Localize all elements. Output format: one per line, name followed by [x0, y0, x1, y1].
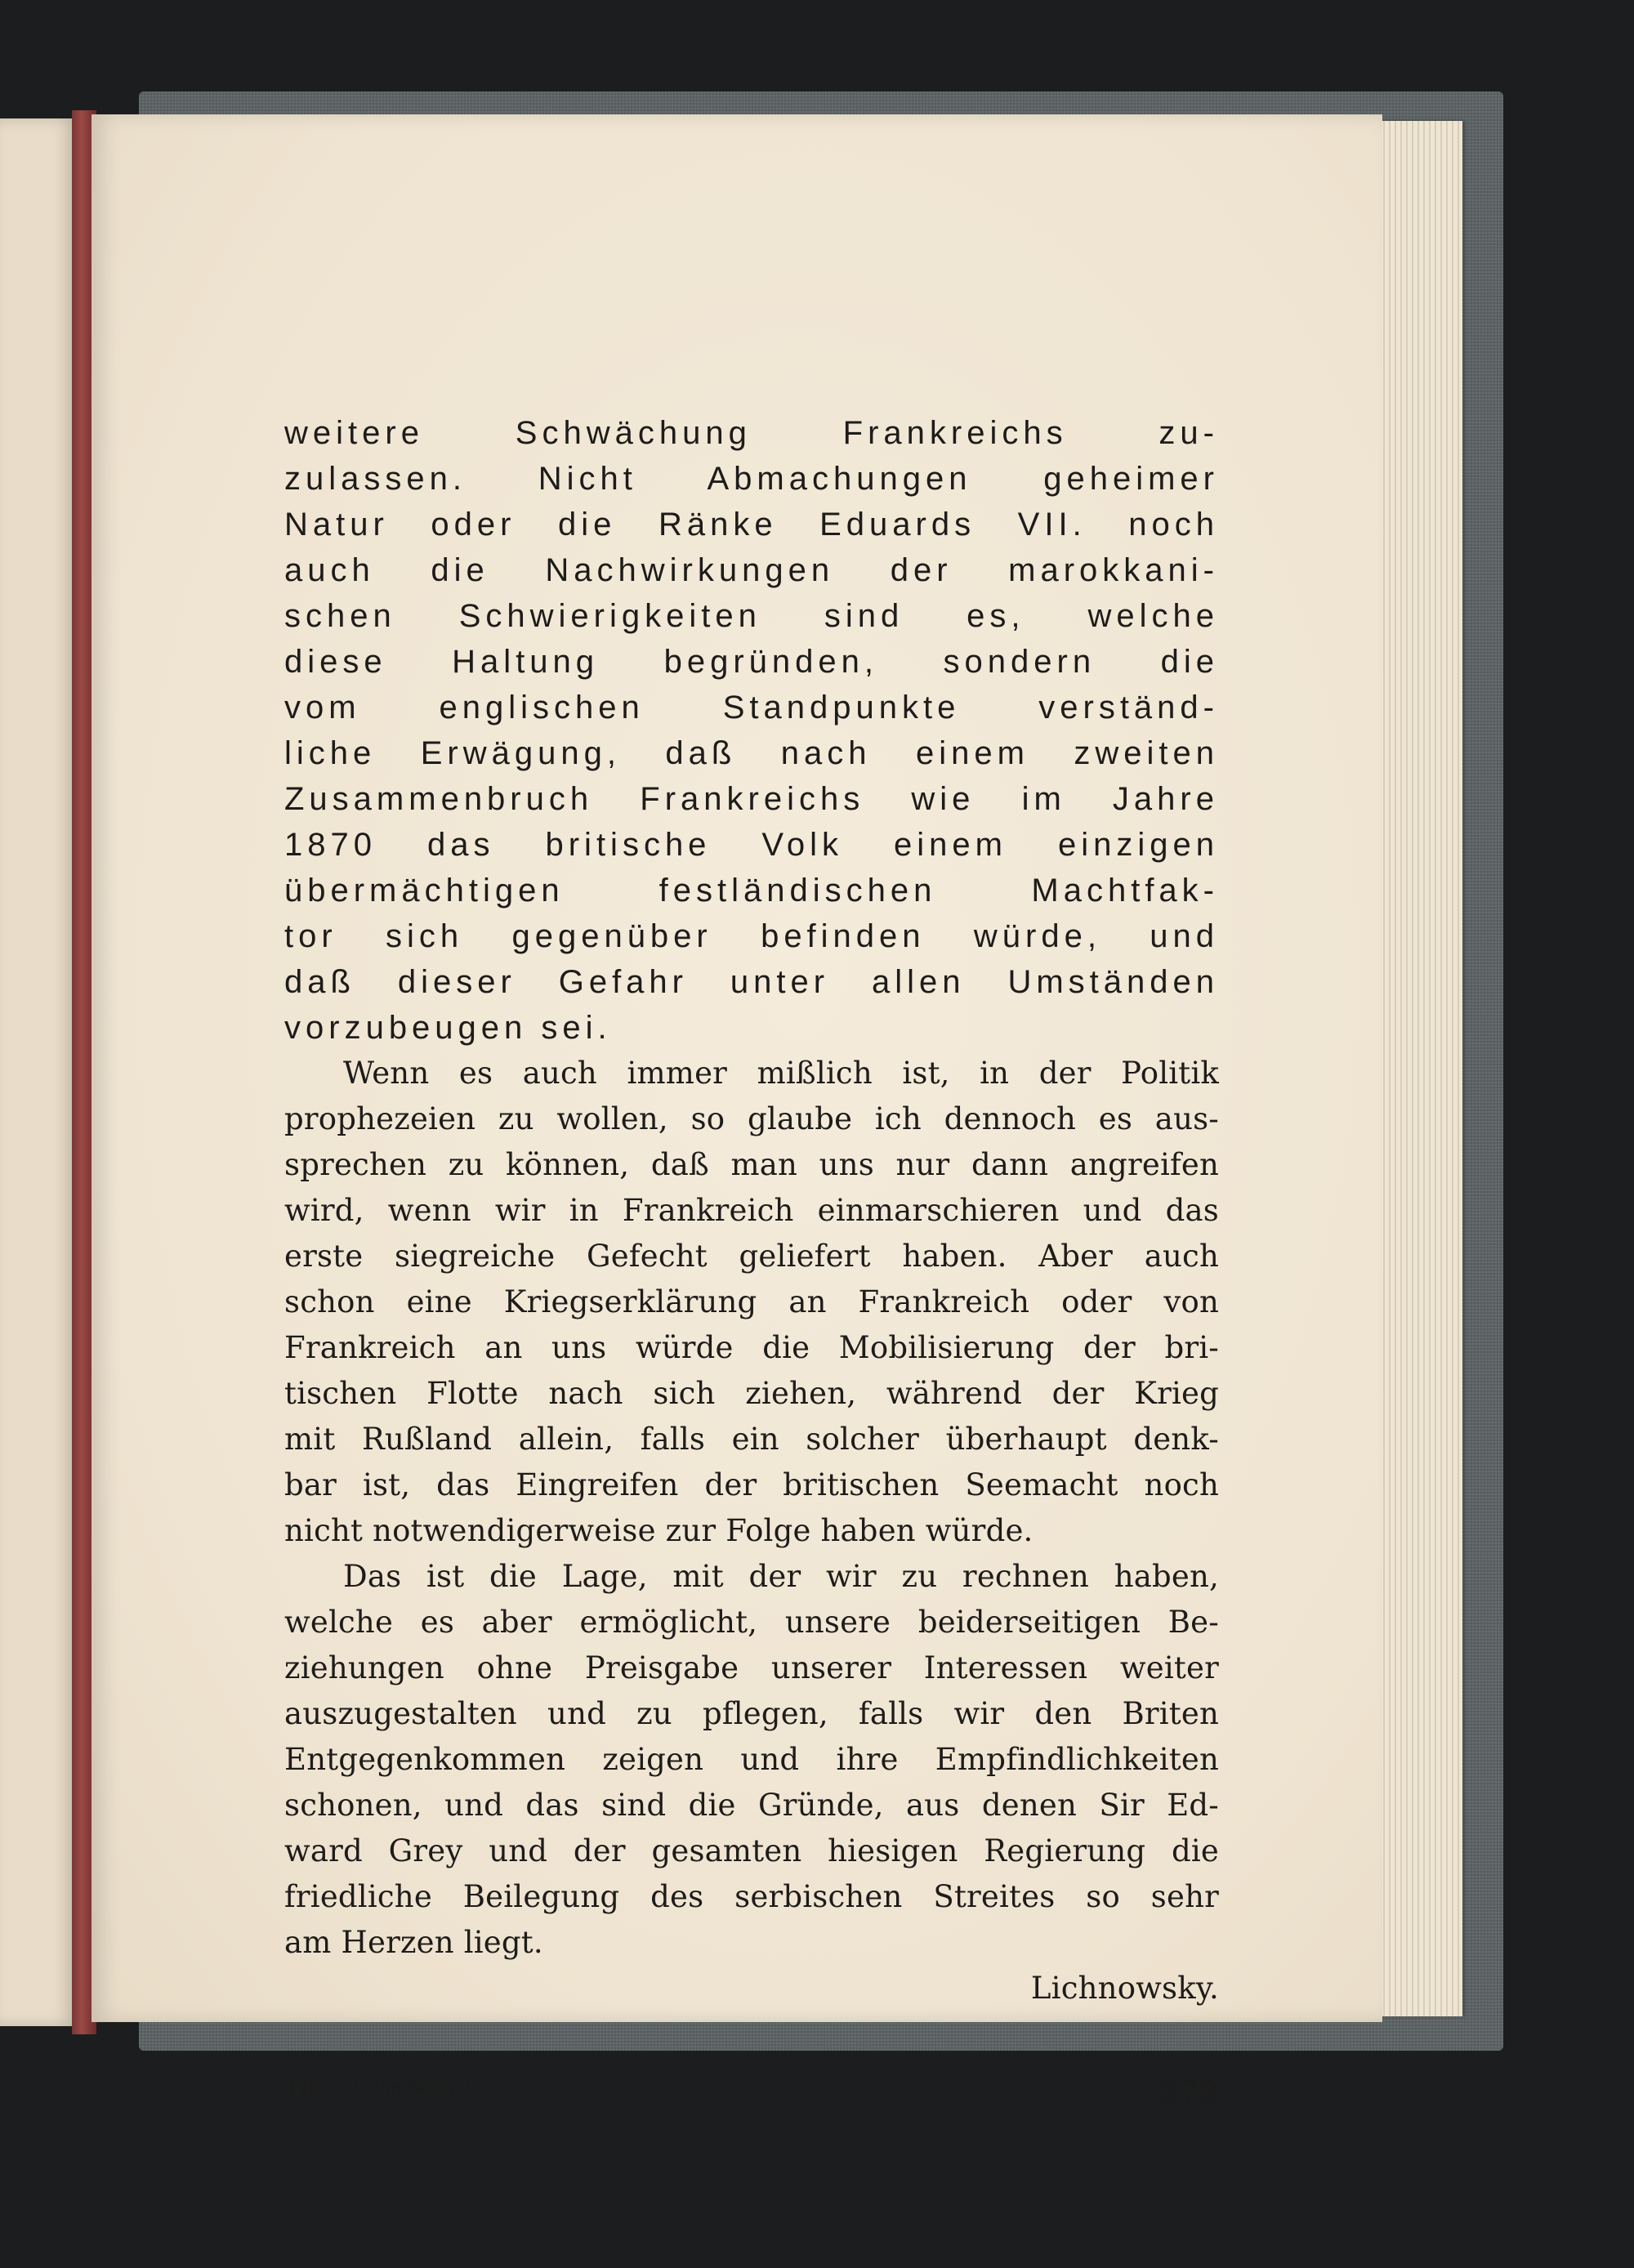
text-line: daß dieser Gefahr unter allen Umständen	[284, 964, 1219, 1000]
text-line: auch die Nachwirkungen der marokkani-	[284, 552, 1219, 588]
text-line: vorzubeugen sei.	[284, 1010, 612, 1046]
text-line: 1870 das britische Volk einem einzigen	[284, 827, 1219, 863]
text-line: friedliche Beilegung des serbischen Streites so sehr	[284, 1879, 1219, 1914]
text-line: wird, wenn wir in Frankreich einmarschieren und das	[284, 1193, 1219, 1228]
text-line: prophezeien zu wollen, so glaube ich dennoch es aus-	[284, 1101, 1219, 1136]
page-text	[284, 410, 1219, 2011]
text-line: mit Rußland allein, falls ein solcher überhaupt denk-	[284, 1422, 1219, 1457]
page-footer	[284, 2075, 1219, 2116]
text-line: übermächtigen festländischen Machtfak-	[284, 873, 1219, 909]
text-line: am Herzen liegt.	[284, 1925, 543, 1960]
text-line: sprechen zu können, daß man uns nur dann angreifen	[284, 1147, 1219, 1182]
text-line: ward Grey und der gesamten hiesigen Regierung die	[284, 1833, 1219, 1868]
text-line: ziehungen ohne Preisgabe unserer Interessen weiter	[284, 1650, 1219, 1685]
running-title: Lichnowsky I	[354, 2078, 472, 2097]
text-line: nicht notwendigerweise zur Folge haben würde.	[284, 1513, 1034, 1548]
text-line: tischen Flotte nach sich ziehen, während der Krieg	[284, 1376, 1219, 1411]
text-line: weitere Schwächung Frankreichs zu-	[284, 415, 1219, 451]
page-number: 273	[1157, 2075, 1219, 2111]
text-line: welche es aber ermöglicht, unsere beiderseitigen Be-	[284, 1605, 1219, 1640]
text-line: schen Schwierigkeiten sind es, welche	[284, 598, 1219, 634]
text-line: erste siegreiche Gefecht geliefert haben. Aber auch	[284, 1239, 1219, 1274]
text-line: vom englischen Standpunkte verständ-	[284, 690, 1219, 725]
text-line: zulassen. Nicht Abmachungen geheimer	[284, 461, 1219, 497]
text-line: Entgegenkommen zeigen und ihre Empfindlichkeiten	[284, 1742, 1219, 1777]
text-line: auszugestalten und zu pflegen, falls wir den Briten	[284, 1696, 1219, 1731]
paragraph-first-line: Das ist die Lage, mit der wir zu rechnen haben,	[343, 1559, 1219, 1594]
text-line: Zusammenbruch Frankreichs wie im Jahre	[284, 781, 1219, 817]
paragraph-first-line: Wenn es auch immer mißlich ist, in der Politik	[343, 1056, 1219, 1091]
text-line: bar ist, das Eingreifen der britischen Seemacht noch	[284, 1467, 1219, 1502]
text-line: tor sich gegenüber befinden würde, und	[284, 918, 1219, 954]
signature: Lichnowsky.	[1030, 1971, 1219, 2006]
text-line: diese Haltung begründen, sondern die	[284, 644, 1219, 680]
book-page	[92, 114, 1382, 2111]
left-page-edge	[0, 118, 75, 2026]
text-line: schonen, und das sind die Gründe, aus denen Sir Ed-	[284, 1788, 1219, 1823]
text-line: Frankreich an uns würde die Mobilisierung der bri-	[284, 1330, 1219, 1365]
text-line: liche Erwägung, daß nach einem zweiten	[284, 735, 1219, 771]
text-line: schon eine Kriegserklärung an Frankreich oder von	[284, 1284, 1219, 1319]
signature-mark: 18	[284, 2075, 316, 2104]
text-line: Natur oder die Ränke Eduards VII. noch	[284, 507, 1219, 542]
